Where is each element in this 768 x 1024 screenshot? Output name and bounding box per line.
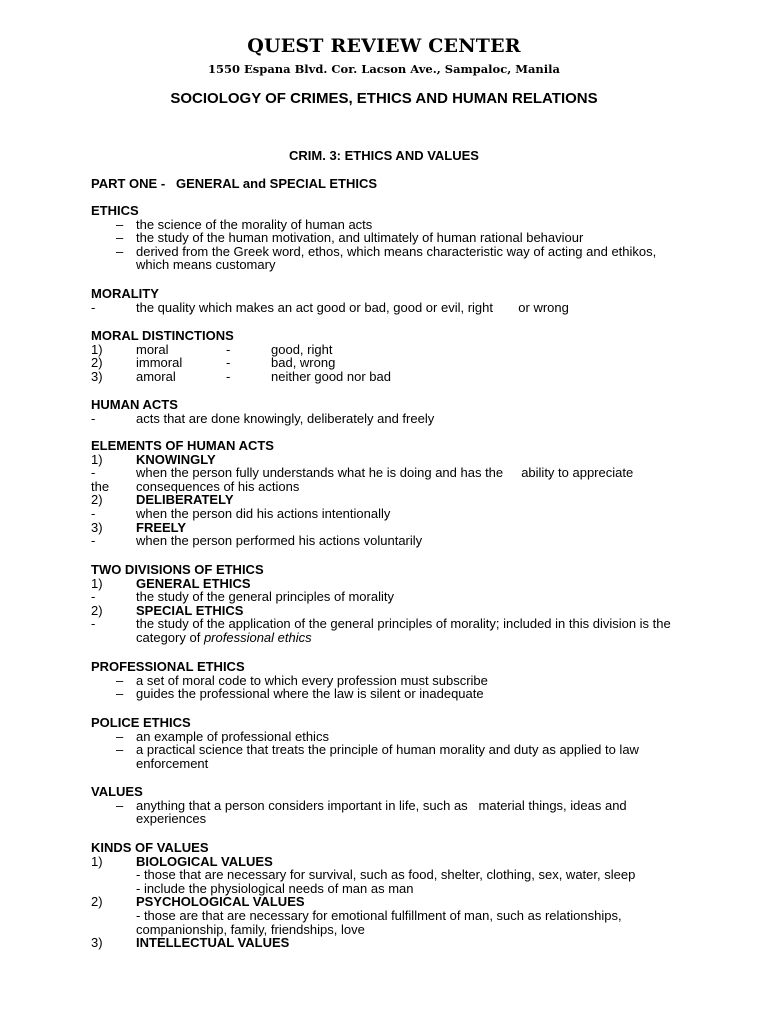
table-row: [91, 370, 681, 384]
row-meaning: neither good nor bad: [271, 368, 391, 384]
item-title: FREELY: [136, 519, 187, 535]
row-dash: -: [226, 341, 231, 357]
center-title: QUEST REVIEW CENTER: [247, 35, 521, 57]
list-item: - the study of the general principles of morality: [91, 590, 681, 604]
section-heading: MORALITY: [91, 286, 159, 301]
continued-word: the: [91, 478, 110, 494]
part-heading: PART ONE - GENERAL and SPECIAL ETHICS: [91, 176, 378, 191]
item-text: - those are that are necessary for emotional fulfillment of man, such as relationships, companionship, family, friendships, love: [136, 907, 622, 937]
center-address: 1550 Espana Blvd. Cor. Lacson Ave., Sampaloc, Manila: [208, 62, 560, 76]
divisions-section: [91, 563, 681, 645]
item-text: - those that are necessary for survival, such as food, shelter, clothing, sex, water, sleep: [136, 867, 636, 883]
list-item: - acts that are done knowingly, deliberately and freely: [91, 412, 681, 426]
section-heading: TWO DIVISIONS OF ETHICS: [91, 562, 264, 577]
continued-text: consequences of his actions: [136, 478, 300, 494]
numbered-item: [91, 493, 681, 507]
kinds-of-values-section: [91, 841, 681, 950]
numbered-item: [91, 936, 681, 950]
list-item: – a set of moral code to which every profession must subscribe: [91, 674, 681, 688]
item-number: 3): [91, 935, 103, 951]
item-title: SPECIAL ETHICS: [136, 602, 244, 618]
item-line: [91, 868, 681, 882]
section-heading: VALUES: [91, 784, 143, 799]
item-title: DELIBERATELY: [136, 492, 234, 508]
numbered-item: [91, 453, 681, 467]
list-item: – derived from the Greek word, ethos, which means characteristic way of acting and ethikos, which means customary: [91, 245, 681, 272]
moral-distinctions-section: [91, 329, 681, 383]
section-heading: KINDS OF VALUES: [91, 840, 209, 855]
item-emphasis: professional ethics: [203, 629, 312, 645]
item-title: INTELLECTUAL VALUES: [136, 935, 290, 951]
list-item: - when the person fully understands what he is doing and has the ability to appreciate: [91, 466, 681, 480]
item-title: GENERAL ETHICS: [136, 575, 251, 591]
item-number: 2): [91, 492, 103, 508]
list-item: – anything that a person considers important in life, such as material things, ideas and experiences: [91, 799, 681, 826]
item-text: the study of the application of the general principles of morality; included in this division is the category of: [136, 616, 671, 645]
row-term: amoral: [136, 368, 176, 384]
section-heading: POLICE ETHICS: [91, 715, 191, 730]
item-number: 1): [91, 575, 103, 591]
row-term: moral: [136, 341, 169, 357]
numbered-item: [91, 577, 681, 591]
dash-list: [91, 799, 681, 826]
item-number: 3): [91, 519, 103, 535]
row-number: 1): [91, 341, 103, 357]
list-item: - the quality which makes an act good or bad, good or evil, right or wrong: [91, 301, 681, 315]
list-item: – the science of the morality of human acts: [91, 218, 681, 232]
list-item: - when the person performed his actions voluntarily: [91, 534, 681, 548]
list-item: - when the person did his actions intentionally: [91, 507, 681, 521]
list-item: – an example of professional ethics: [91, 730, 681, 744]
numbered-item: [91, 855, 681, 869]
row-dash: -: [226, 355, 231, 371]
row-dash: -: [226, 368, 231, 384]
list-item: – guides the professional where the law is silent or inadequate: [91, 687, 681, 701]
values-section: [91, 785, 681, 826]
table-row: [91, 356, 681, 370]
row-number: 2): [91, 355, 103, 371]
subject-title: SOCIOLOGY OF CRIMES, ETHICS AND HUMAN RELATIONS: [170, 90, 598, 107]
list-item-continued: [91, 480, 681, 494]
item-title: KNOWINGLY: [136, 451, 216, 467]
section-heading: HUMAN ACTS: [91, 397, 178, 412]
table-row: [91, 343, 681, 357]
item-title: BIOLOGICAL VALUES: [136, 853, 273, 869]
list-item: [91, 617, 681, 644]
ethics-section: [91, 204, 681, 272]
row-term: immoral: [136, 355, 183, 371]
dash-list: [91, 730, 681, 771]
course-title: CRIM. 3: ETHICS AND VALUES: [289, 148, 479, 163]
item-line: [91, 909, 681, 936]
numbered-item: [91, 895, 681, 909]
numbered-item: [91, 604, 681, 618]
section-heading: MORAL DISTINCTIONS: [91, 328, 234, 343]
item-number: 1): [91, 853, 103, 869]
morality-section: [91, 287, 681, 314]
row-meaning: good, right: [271, 341, 333, 357]
elements-section: [91, 439, 681, 548]
list-item: – the study of the human motivation, and ultimately of human rational behaviour: [91, 231, 681, 245]
professional-ethics-section: [91, 660, 681, 701]
item-number: 2): [91, 894, 103, 910]
item-line: [91, 882, 681, 896]
human-acts-section: [91, 398, 681, 425]
dash-list: [91, 674, 681, 701]
item-title: PSYCHOLOGICAL VALUES: [136, 894, 305, 910]
police-ethics-section: [91, 716, 681, 770]
section-heading: PROFESSIONAL ETHICS: [91, 659, 245, 674]
list-item: – a practical science that treats the principle of human morality and duty as applied to law enforcement: [91, 743, 681, 770]
section-heading: ETHICS: [91, 203, 139, 218]
item-number: 2): [91, 602, 103, 618]
row-meaning: bad, wrong: [271, 355, 336, 371]
item-number: 1): [91, 451, 103, 467]
item-text: - include the physiological needs of man as man: [136, 880, 414, 896]
dash-list: [91, 218, 681, 272]
row-number: 3): [91, 368, 103, 384]
section-heading: ELEMENTS OF HUMAN ACTS: [91, 438, 274, 453]
numbered-item: [91, 521, 681, 535]
